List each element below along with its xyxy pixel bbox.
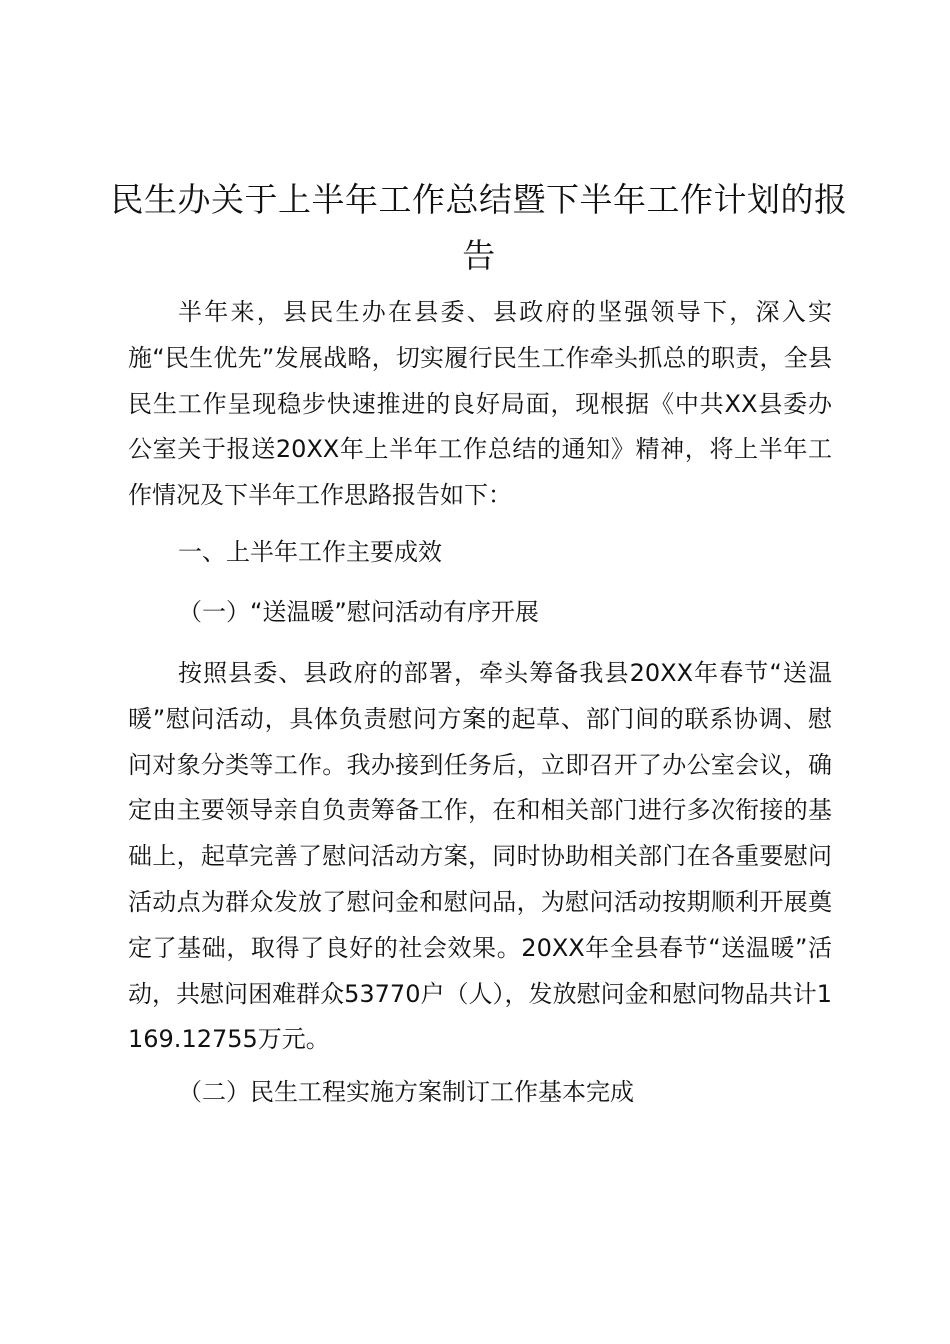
document-title: 民生办关于上半年工作总结暨下半年工作计划的报告: [110, 180, 848, 275]
subsection-heading: （一）“送温暖”慰问活动有序开展: [178, 598, 539, 626]
body-paragraph: 按照县委、县政府的部署，牵头筹备我县20XX年春节“送温暖”慰问活动，具体负责慰问方案的起草、部门间的联系协调、慰问对象分类等工作。我办接到任务后，立即召开了办公室会议，确定由主要领导亲自负责筹备工作，在和相关部门进行多次衔接的基础上，起草完善了慰问活动方案，同时协助相关部门在各重要慰问活动点为群众发放了慰问金和慰问品，为慰问活动按期顺利开展奠定了基础，取得了良好的社会效果。20XX年全县春节“送温暖”活动，共慰问困难群众53770户（人），发放慰问金和慰问物品共计1169.12755万元。: [128, 659, 832, 1054]
subsection-heading: （二）民生工程实施方案制订工作基本完成: [178, 1078, 634, 1106]
section-heading: 一、上半年工作主要成效: [178, 538, 442, 566]
intro-paragraph: 半年来，县民生办在县委、县政府的坚强领导下，深入实施“民生优先”发展战略，切实履行民生工作牵头抓总的职责，全县民生工作呈现稳步快速推进的良好局面，现根据《中共XX县委办公室关于报送20XX年上半年工作总结的通知》精神，将上半年工作情况及下半年工作思路报告如下：: [128, 298, 832, 510]
